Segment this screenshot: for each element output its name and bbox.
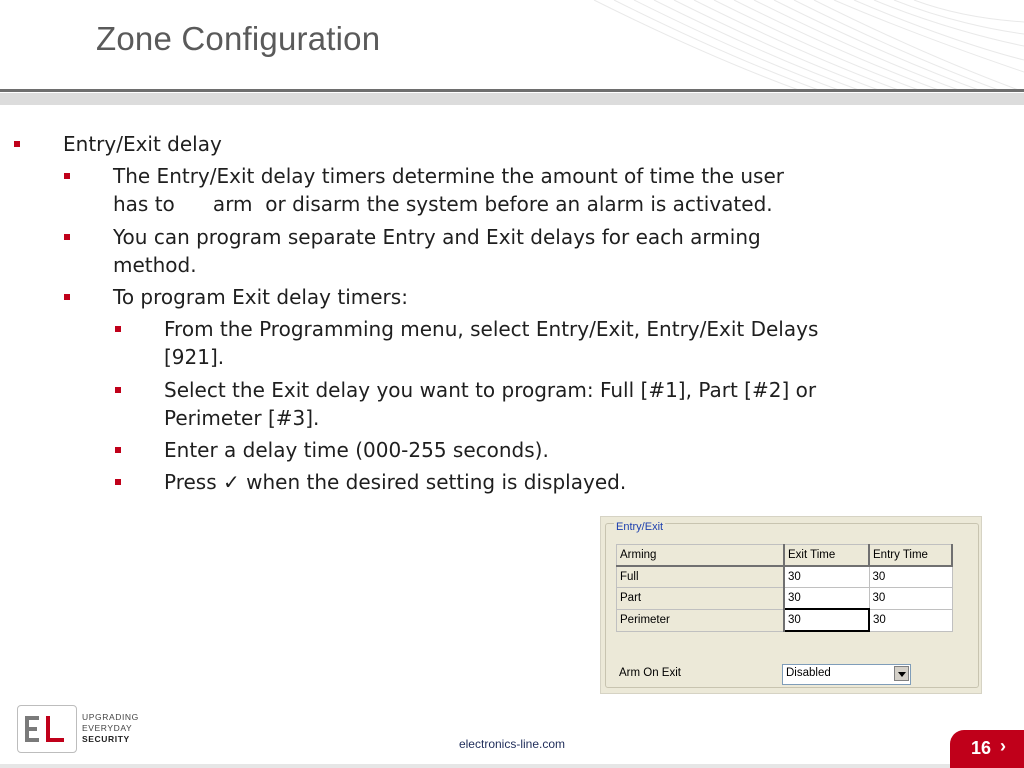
slide-title: Zone Configuration xyxy=(96,20,381,57)
title-divider xyxy=(0,89,1024,92)
row-label-part: Part xyxy=(617,588,785,610)
dropdown-value: Disabled xyxy=(786,667,831,679)
bullet-level2: You can program separate Entry and Exit delays for each arming xyxy=(113,225,761,249)
row-label-full: Full xyxy=(617,566,785,588)
tagline-line: SECURITY xyxy=(82,734,130,744)
delay-table xyxy=(616,544,953,632)
exit-time-cell[interactable]: 30 xyxy=(784,566,869,588)
entry-exit-group xyxy=(605,523,979,688)
bullet-marker xyxy=(64,173,70,179)
footer-url: electronics-line.com xyxy=(458,737,566,751)
title-divider-shadow xyxy=(0,93,1024,105)
bullet-level2: To program Exit delay timers: xyxy=(113,285,408,309)
bullet-level3: Select the Exit delay you want to program: Full [#1], Part [#2] or xyxy=(164,378,817,402)
bullet-marker xyxy=(64,234,70,240)
group-label: Entry/Exit xyxy=(616,521,664,533)
bullet-level2-cont: method. xyxy=(113,253,197,277)
dropdown-arrow-icon[interactable] xyxy=(894,666,909,681)
arm-on-exit-dropdown[interactable] xyxy=(782,664,911,685)
tagline-line: EVERYDAY xyxy=(82,723,133,733)
table-row xyxy=(617,588,953,610)
entry-exit-dialog xyxy=(600,516,982,694)
column-header-arming[interactable]: Arming xyxy=(617,545,785,567)
tagline-line: UPGRADING xyxy=(82,712,139,722)
bullet-level3: Enter a delay time (000-255 seconds). xyxy=(164,438,549,462)
bullet-level2-cont: has to arm or disarm the system before an alarm is activated. xyxy=(113,192,773,216)
entry-time-cell[interactable]: 30 xyxy=(869,609,952,631)
column-header-entry-time[interactable]: Entry Time xyxy=(869,545,952,567)
footer-line xyxy=(0,764,950,768)
header-decoration xyxy=(554,0,1024,92)
exit-time-cell[interactable]: 30 xyxy=(784,588,869,610)
bullet-marker xyxy=(115,326,121,332)
bullet-marker xyxy=(115,447,121,453)
row-label-perimeter: Perimeter xyxy=(617,609,785,631)
column-header-exit-time[interactable]: Exit Time xyxy=(784,545,869,567)
bullet-level2: The Entry/Exit delay timers determine the amount of time the user xyxy=(113,164,785,188)
table-row xyxy=(617,609,953,631)
bullet-level1: Entry/Exit delay xyxy=(63,132,222,156)
arm-on-exit-label: Arm On Exit xyxy=(619,667,681,679)
bullet-marker xyxy=(64,294,70,300)
bullet-marker xyxy=(14,141,20,147)
bullet-level3-cont: [921]. xyxy=(164,345,225,369)
exit-time-cell-selected[interactable]: 30 xyxy=(784,609,869,631)
page-number-badge xyxy=(950,730,1024,768)
page-number: 16 xyxy=(971,738,992,758)
chevron-right-icon[interactable]: › xyxy=(1000,736,1006,756)
bullet-marker xyxy=(115,479,121,485)
bullet-level3: From the Programming menu, select Entry/Exit, Entry/Exit Delays xyxy=(164,317,819,341)
entry-time-cell[interactable]: 30 xyxy=(869,566,952,588)
entry-time-cell[interactable]: 30 xyxy=(869,588,952,610)
bullet-level3-cont: Perimeter [#3]. xyxy=(164,406,320,430)
table-row xyxy=(617,566,953,588)
bullet-marker xyxy=(115,387,121,393)
bullet-level3: Press ✓ when the desired setting is displayed. xyxy=(164,470,627,494)
